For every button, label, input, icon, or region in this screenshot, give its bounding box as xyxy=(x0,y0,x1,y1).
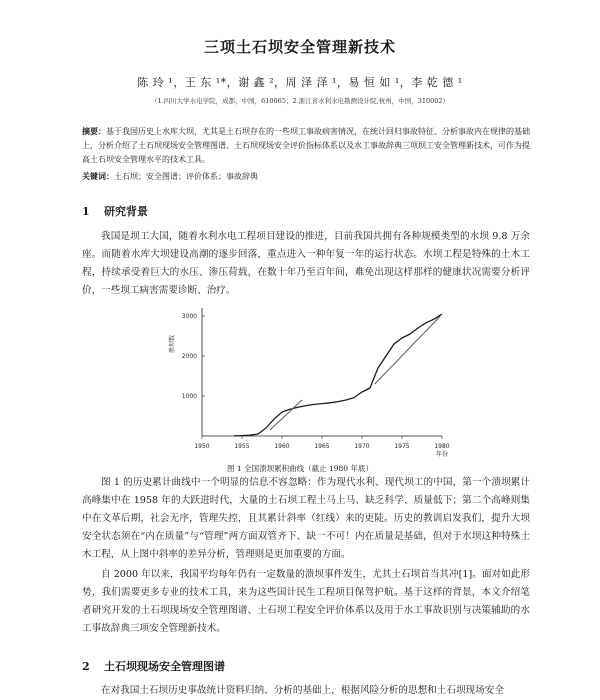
x-tick-label: 1960 xyxy=(274,443,290,450)
x-tick-label: 1970 xyxy=(354,443,370,450)
affiliation: （1.四川大学水电学院，成都，中国，610065；2.浙江省水利水电勘测设计院,杭州，中国，310002） xyxy=(150,97,450,105)
x-tick-label: 1950 xyxy=(194,443,210,450)
abstract-text: 基于我国历史上水库大坝，尤其是土石坝存在的一些坝工事故病害情况，在统计回归事故特征、分析事故内在规律的基础上，分析介绍了土石坝现场安全管理图谱、土石坝现场安全评价指标体系以及水工事故辞典三项坝工安全管理新技术，可作为提高土石坝安全管理水平的技术工具。 xyxy=(82,127,530,164)
cumulative-failure-line xyxy=(234,314,442,436)
section-heading-2 xyxy=(82,658,225,674)
keywords xyxy=(82,171,530,182)
abstract-label: 摘要： xyxy=(82,126,106,136)
section-number: 1 xyxy=(82,205,90,218)
author-list: 陈 玲 ¹，王 东 ¹*，谢 鑫 ²，周 泽 泽 ¹，易 恒 如 ¹，李 乾 德 ¹ xyxy=(137,76,463,89)
chart-axes xyxy=(168,308,448,458)
section-heading-1 xyxy=(82,203,148,219)
figure-caption: 图 1 全国溃坝累积曲线（截止 1980 年底） xyxy=(227,464,373,473)
paper-title: 三项土石坝安全管理新技术 xyxy=(203,38,396,56)
slope-line xyxy=(270,400,302,430)
y-axis-label: 溃坝数 xyxy=(169,334,176,354)
section-title: 土石坝现场安全管理图谱 xyxy=(104,660,225,673)
keywords-label: 关键词： xyxy=(82,171,114,181)
keywords-text: 土石坝；安全图谱；评价体系；事故辞典 xyxy=(114,172,258,181)
x-tick-label: 1980 xyxy=(434,443,450,450)
abstract xyxy=(82,124,530,167)
paragraph: 我国是坝工大国，随着水利水电工程项目建设的推进，目前我国共拥有各种规模类型的水坝 9.8 万余座。而随着水库大坝建设高潮的逐步回落，重点进入一种年复一年的运行状态。水坝工程是特殊的土木工程，持续承受着巨大的水压、渗压荷载，在数十年乃至百年间，难免出现这样那样的健康状况需要分析评价，一些坝工病害需要诊断、治疗。 xyxy=(82,231,530,296)
paragraph: 在对我国土石坝历史事故统计资料归纳、分析的基础上，根据风险分析的思想和土石坝现场安全 xyxy=(101,685,504,696)
y-tick-label: 2000 xyxy=(181,353,197,360)
section-number: 2 xyxy=(82,660,90,673)
x-axis-label: 年份 xyxy=(435,451,448,458)
x-tick-label: 1975 xyxy=(394,443,410,450)
x-tick-label: 1955 xyxy=(234,443,250,450)
section-title: 研究背景 xyxy=(104,205,148,218)
slope-line xyxy=(375,316,441,384)
y-tick-label: 1000 xyxy=(181,393,197,400)
cumulative-dam-failure-chart xyxy=(160,298,460,458)
chart-series xyxy=(234,314,442,436)
paragraph: 自 2000 年以来，我国平均每年仍有一定数量的溃坝事件发生，尤其土石坝首当其冲[1]。面对如此形势，我们需要更多专业的技术工具，来为这些国计民生工程项目保驾护航。基于这样的背景，本文介绍笔者研究开发的土石坝现场安全管理图谱、土石坝工程安全评价体系以及用于水工事故识别与决策辅助的水工事故辞典三项安全管理新技术。 xyxy=(82,569,530,634)
y-tick-label: 3000 xyxy=(181,313,197,320)
paragraph: 图 1 的历史累计曲线中一个明显的信息不容忽略：作为现代水利、现代坝工的中国，第一个溃坝累计高峰集中在 1958 年的大跃进时代，大量的土石坝工程土马上马、缺乏科学、质量低下；第二个高峰则集中在文革后期，社会无序，管理失控，且其累计斜率（红线）来的更陡。历史的教训启发我们，提升大坝安全状态须在“内在质量”与“管理”两方面双管齐下、缺一不可！内在质量是基础，但对于水坝这种特殊土木工程，从上图中斜率的差异分析，管理则是更加重要的方面。 xyxy=(82,477,530,560)
x-tick-label: 1965 xyxy=(314,443,330,450)
